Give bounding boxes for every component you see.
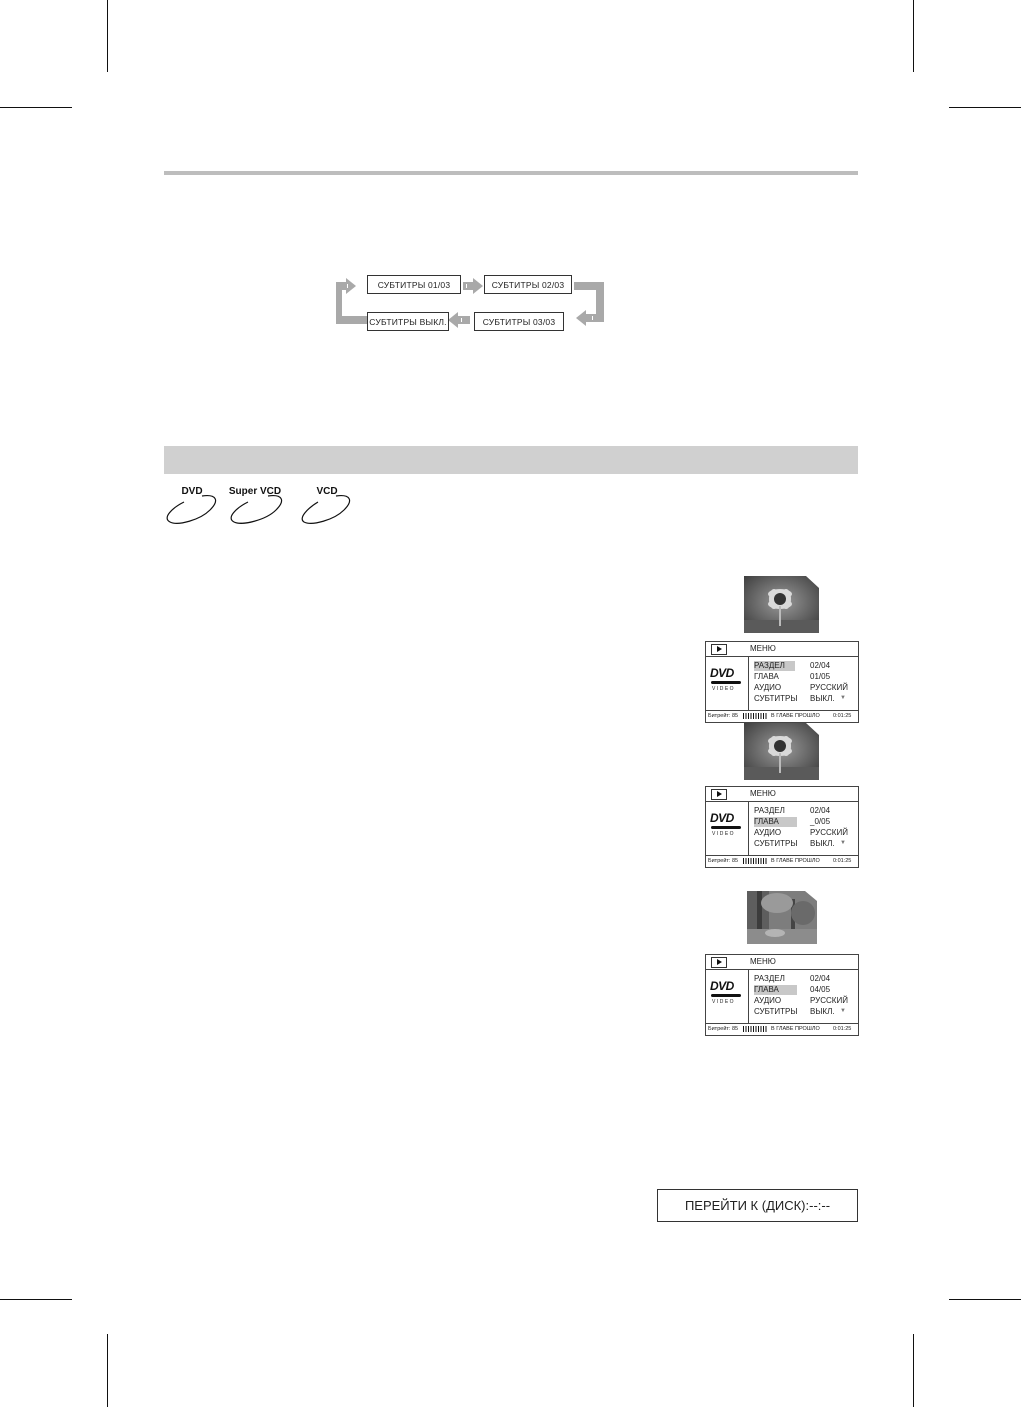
bitrate-bars xyxy=(743,713,767,719)
row-value: ВЫКЛ. xyxy=(810,1007,835,1016)
row-key: СУБТИТРЫ xyxy=(754,1007,798,1016)
crop-mark xyxy=(949,1299,1021,1300)
row-value: ВЫКЛ. xyxy=(810,694,835,703)
row-value: 04/05 xyxy=(810,985,831,994)
row-key: ГЛАВА xyxy=(754,817,797,827)
row-key: РАЗДЕЛ xyxy=(754,806,785,815)
row-key: АУДИО xyxy=(754,683,782,692)
crop-mark xyxy=(107,1334,108,1407)
row-value: 02/04 xyxy=(810,661,831,670)
row-key: СУБТИТРЫ xyxy=(754,694,798,703)
play-icon xyxy=(711,789,727,800)
dvd-menu-panel-2 xyxy=(705,786,859,868)
vcd-logo-label: VCD xyxy=(316,486,338,497)
menu-label: МЕНЮ xyxy=(750,957,776,966)
row-key: РАЗДЕЛ xyxy=(754,974,785,983)
header-rule xyxy=(164,171,858,175)
disc-icon xyxy=(164,492,220,526)
subtitle-box-4: СУБТИТРЫ ВЫКЛ. xyxy=(367,312,449,331)
movie-still-sunflower xyxy=(744,576,819,633)
row-key: ГЛАВА xyxy=(754,985,797,995)
bitrate: Битрейт: 85 xyxy=(708,713,739,719)
crop-mark xyxy=(913,0,914,72)
section-bar xyxy=(164,446,858,474)
elapsed-time: 0:01:25 xyxy=(833,1026,852,1032)
video-label: VIDEO xyxy=(712,831,736,837)
row-key: ГЛАВА xyxy=(754,672,779,681)
row-key: СУБТИТРЫ xyxy=(754,839,798,848)
dvd-video-logo xyxy=(706,802,749,855)
row-value: ВЫКЛ. xyxy=(810,839,835,848)
movie-still-sunflower xyxy=(744,723,819,780)
dvd-logo-label: DVD xyxy=(181,486,203,497)
scroll-down-icon: ▼ xyxy=(840,840,846,846)
dvd-menu-panel-1 xyxy=(705,641,859,723)
crop-mark xyxy=(107,0,108,72)
disc-icon xyxy=(300,492,354,526)
row-value: 02/04 xyxy=(810,974,831,983)
dvd-brand: DVD xyxy=(710,666,734,680)
crop-mark xyxy=(913,1334,914,1407)
elapsed-time: 0:01:25 xyxy=(833,858,852,864)
dvd-menu-panel-3 xyxy=(705,954,859,1036)
row-value: 02/04 xyxy=(810,806,831,815)
row-value: РУССКИЙ xyxy=(810,683,848,692)
dvd-video-logo xyxy=(706,970,749,1023)
row-key: РАЗДЕЛ xyxy=(754,661,795,671)
crop-mark xyxy=(0,1299,72,1300)
vcd-logo xyxy=(300,486,354,526)
dvd-video-logo xyxy=(706,657,749,710)
row-value: _0/05 xyxy=(810,817,831,826)
disc-icon xyxy=(226,492,286,526)
menu-label: МЕНЮ xyxy=(750,644,776,653)
crop-mark xyxy=(949,107,1021,108)
row-value: 01/05 xyxy=(810,672,831,681)
row-value: РУССКИЙ xyxy=(810,996,848,1005)
video-label: VIDEO xyxy=(712,999,736,1005)
return-arrow xyxy=(336,278,368,324)
scroll-down-icon: ▼ xyxy=(840,1008,846,1014)
row-key: АУДИО xyxy=(754,996,782,1005)
goto-disc-display: ПЕРЕЙТИ К (ДИСК):--:-- xyxy=(657,1189,858,1222)
dvd-brand: DVD xyxy=(710,811,734,825)
super-vcd-logo-label: Super VCD xyxy=(228,486,282,497)
subtitle-box-3: СУБТИТРЫ 03/03 xyxy=(474,312,564,331)
elapsed-label: В ГЛАВЕ ПРОШЛО xyxy=(771,713,820,719)
elapsed-time: 0:01:25 xyxy=(833,713,852,719)
row-value: РУССКИЙ xyxy=(810,828,848,837)
arrow-3-4 xyxy=(458,316,470,324)
bitrate-bars xyxy=(743,858,767,864)
dvd-logo xyxy=(164,486,220,526)
bitrate-bars xyxy=(743,1026,767,1032)
subtitle-box-2: СУБТИТРЫ 02/03 xyxy=(484,275,572,294)
play-icon xyxy=(711,644,727,655)
elapsed-label: В ГЛАВЕ ПРОШЛО xyxy=(771,858,820,864)
arrow-1-2 xyxy=(463,282,473,290)
scroll-down-icon: ▼ xyxy=(840,695,846,701)
menu-label: МЕНЮ xyxy=(750,789,776,798)
bitrate: Битрейт: 85 xyxy=(708,1026,739,1032)
crop-mark xyxy=(0,107,72,108)
dvd-brand: DVD xyxy=(710,979,734,993)
movie-still-forest xyxy=(747,891,817,944)
elapsed-label: В ГЛАВЕ ПРОШЛО xyxy=(771,1026,820,1032)
super-vcd-logo xyxy=(222,486,288,526)
subtitle-box-1: СУБТИТРЫ 01/03 xyxy=(367,275,461,294)
row-key: АУДИО xyxy=(754,828,782,837)
bitrate: Битрейт: 85 xyxy=(708,858,739,864)
play-icon xyxy=(711,957,727,968)
video-label: VIDEO xyxy=(712,686,736,692)
